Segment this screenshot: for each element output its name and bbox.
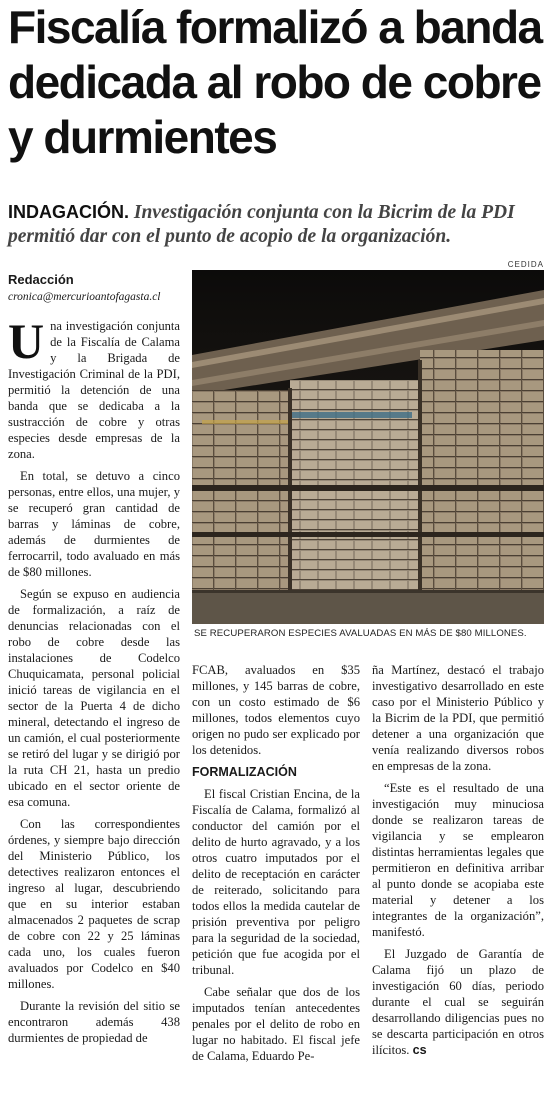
deck-text: Investigación conjunta con la Bicrim de la PDI permitió dar con el punto de acopio de la organización. xyxy=(8,202,515,247)
paragraph: Una investigación conjunta de la Fiscalía de Calama y la Brigada de Investigación Criminal de la PDI, permitió la detención de una banda que se dedicaba a la sustracción de cobre y otras especies desde empresas de la zona. xyxy=(8,313,180,461)
paragraph: ña Martínez, destacó el trabajo investigativo desarrollado en este caso por el Ministerio Público y la Bicrim de la PDI, que permitió detener a una organización que venía realizando diversos robos en empresas de la zona. xyxy=(372,663,544,773)
paragraph: El Juzgado de Garantía de Calama fijó un plazo de investigación 60 días, periodo durante el cual se seguirán desarrollando diligencias pues no se descarta participación en otros ilícitos. cs xyxy=(372,947,544,1057)
paragraph: Durante la revisión del sitio se encontraron además 438 durmientes de propiedad de xyxy=(8,999,180,1045)
paragraph: El fiscal Cristian Encina, de la Fiscalía de Calama, formalizó al conductor del camión por el delito de hurto agravado, y a los otros cuatro imputados por el delito de receptación en carácter de reiterado, solicitando para todos ellos la medida cautelar de prisión preventiva por peligro para la seguridad de la sociedad, petición que fue acogida por el tribunal. xyxy=(192,787,360,977)
column-1 xyxy=(8,313,180,1052)
column-3 xyxy=(372,662,544,1064)
headline: Fiscalía formalizó a banda dedicada al robo de cobre y durmientes xyxy=(8,1,542,163)
byline xyxy=(8,272,188,303)
byline-email: cronica@mercurioantofagasta.cl xyxy=(8,291,161,303)
photo-credit: CEDIDA xyxy=(507,260,544,269)
photo-caption: SE RECUPERARON ESPECIES AVALUADAS EN MÁS DE $80 MILLONES. xyxy=(194,628,527,639)
subhead-formalizacion: FORMALIZACIÓN xyxy=(192,765,297,779)
column-2 xyxy=(192,662,360,1070)
paragraph: “Este es el resultado de una investigación muy minuciosa donde se realizaron tareas de vigilancia y se emplearon distintas herramientas legales que permitieron en definitiva arribar al punto donde se acopiaba este material y detener a los integrantes de la organización”, manifestó. xyxy=(372,781,544,939)
deck-kicker: INDAGACIÓN. xyxy=(8,202,129,222)
paragraph: FCAB, avaluados en $35 millones, y 145 barras de cobre, con un costo estimado de $6 millones, todos elementos cuyo origen no pudo ser explicado por los detenidos. xyxy=(192,663,360,757)
byline-author: Redacción xyxy=(8,272,74,287)
sleepers-illustration xyxy=(192,270,544,624)
paragraph: Según se expuso en audiencia de formalización, a raíz de denuncias relacionadas con el robo de cobre desde las instalaciones de Codelco Chuquicamata, personal policial inició tareas de vigilancia en el sector de la Puerta 4 de dicho mineral, detectando el ingreso de un camión, el cual posteriormente se retiró del lugar y se dirigió por la ruta CH 21, hasta un predio ubicado en el sector oriente de esa comuna. xyxy=(8,587,180,809)
paragraph: Cabe señalar que dos de los imputados tenían antecedentes penales por el delito de robo en lugar no habitado. El fiscal jefe de Calama, Eduardo Pe- xyxy=(192,985,360,1063)
photo-railway-sleepers xyxy=(192,270,544,624)
paragraph: En total, se detuvo a cinco personas, entre ellos, una mujer, y se recuperó gran cantidad de barras y láminas de cobre, además de durmientes de ferrocarril, todo avaluado en más de $80 millones. xyxy=(8,469,180,579)
deck xyxy=(8,200,548,249)
dropcap: U xyxy=(8,313,45,369)
end-mark: cs xyxy=(412,1043,427,1057)
paragraph: Con las correspondientes órdenes, y siempre bajo dirección del Ministerio Público, los detectives realizaron entonces el ingreso al lugar, descubriendo que en su interior estaban almacenados 2 paquetes de scrap de cobre con 22 y 25 láminas cada uno, los cuales fueron avaluados por Codelco en $40 millones. xyxy=(8,817,180,991)
